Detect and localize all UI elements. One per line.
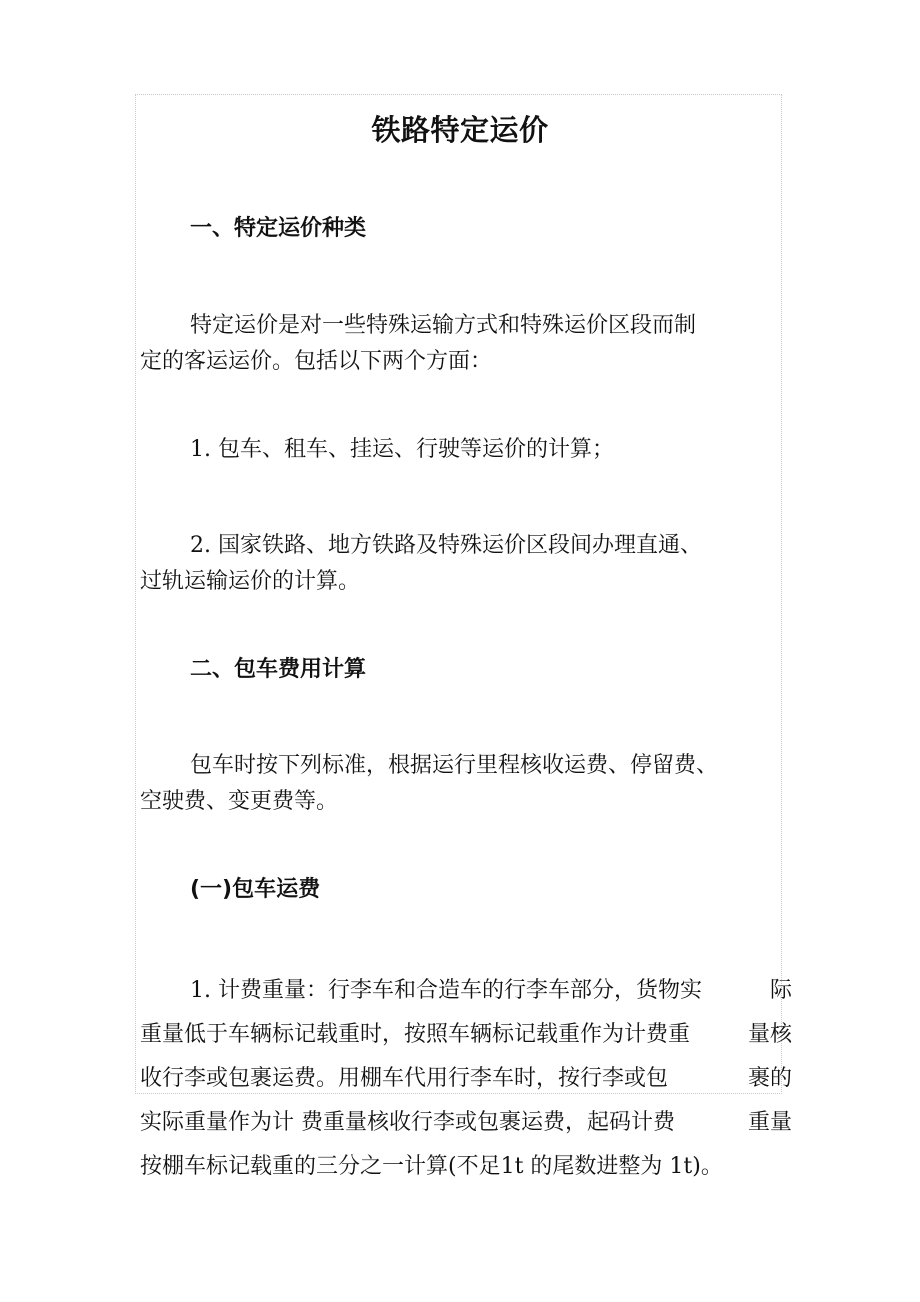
section-heading-2: 二、包车费用计算 <box>190 657 367 682</box>
section-heading-1: 一、特定运价种类 <box>190 216 367 241</box>
subsection-heading: (一)包车运费 <box>190 877 321 902</box>
paragraph-line: 定的客运运价。包括以下两个方面： <box>140 349 493 374</box>
document-title: 铁路特定运价 <box>371 113 549 147</box>
list-item-1: 1. 包车、租车、挂运、行驶等运价的计算； <box>190 437 614 462</box>
list-item-2-line: 2. 国家铁路、地方铁路及特殊运价区段间办理直通、 <box>190 533 702 558</box>
text-segment: 实际重量作为计 费重量核收行李或包裹运费，起码计费 <box>140 1110 675 1135</box>
text-segment: 裹的 <box>747 1066 792 1091</box>
text-segment: 量核 <box>747 1022 792 1047</box>
paragraph-line: 空驶费、变更费等。 <box>140 789 339 814</box>
paragraph-line: 按棚车标记载重的三分之一计算(不足1t 的尾数进整为 1t)。 <box>140 1154 723 1179</box>
paragraph-line <box>140 1064 792 1094</box>
text-segment: 重量 <box>747 1110 792 1135</box>
text-segment: 1. 计费重量：行李车和合造车的行李车部分，货物实 <box>190 978 702 1003</box>
paragraph-line: 包车时按下列标准，根据运行里程核收运费、停留费、 <box>190 753 719 778</box>
paragraph-line <box>190 976 792 1006</box>
paragraph-line <box>140 1020 792 1050</box>
list-item-2-line: 过轨运输运价的计算。 <box>140 569 361 594</box>
text-segment: 收行李或包裹运费。用棚车代用行李车时，按行李或包 <box>140 1066 669 1091</box>
text-segment: 重量低于车辆标记载重时，按照车辆标记载重作为计费重 <box>140 1022 691 1047</box>
paragraph-line: 特定运价是对一些特殊运输方式和特殊运价区段而制 <box>190 313 697 338</box>
paragraph-line <box>140 1108 792 1138</box>
text-segment: 际 <box>769 978 792 1003</box>
